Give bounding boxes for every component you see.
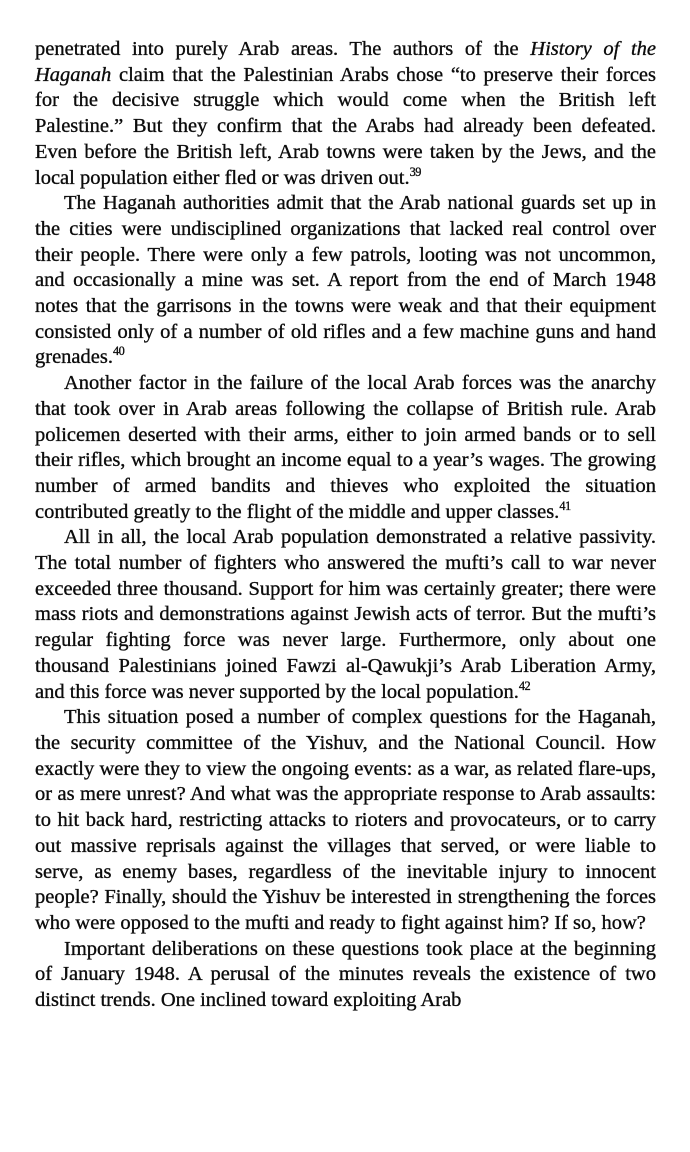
text-run: Important deliberations on these questions took place at the beginning of January 1948. A perusal of the minutes reveals the existence of two distinct trends. One inclined toward exploiting Arab: [35, 937, 656, 1012]
paragraph: [35, 525, 656, 705]
paragraph: [35, 937, 656, 1014]
paragraph: [35, 37, 656, 191]
paragraph: [35, 371, 656, 525]
paragraph: [35, 191, 656, 371]
body-text: [35, 37, 656, 1014]
footnote-ref: 42: [518, 678, 531, 693]
footnote-ref: 41: [559, 498, 571, 513]
text-run: The Haganah authorities admit that the Arab national guards set up in the cities were undisciplined organizations that lacked real control over their people. There were only a few patrols, looting was not uncommon, and occasionally a mine was set. A report from the end of March 1948 notes that the garrisons in the towns were weak and that their equipment consisted only of a number of old rifles and a few machine guns and hand grenades.: [35, 192, 656, 369]
footnote-ref: 40: [112, 344, 125, 359]
book-title-italic: History of the Haganah: [35, 38, 656, 86]
text-run: claim that the Palestinian Arabs chose “to preserve their forces for the decisive struggle which would come when the British left Palestine.” But they confirm that the Arabs had already been defeated. Even before the British left, Arab towns were taken by the Jews, and the local population either fled or was driven out.: [35, 63, 656, 189]
text-run: All in all, the local Arab population demonstrated a relative passivity. The total number of fighters who answered the mufti’s call to war never exceeded three thousand. Support for him was certainly greater; there were mass riots and demonstrations against Jewish acts of terror. But the mufti’s regular fighting force was never large. Furthermore, only about one thousand Palestinians joined Fawzi al-Qawukji’s Arab Liberation Army, and this force was never supported by the local population.: [35, 526, 656, 703]
text-run: penetrated into purely Arab areas. The authors of the: [35, 38, 531, 60]
text-run: This situation posed a number of complex questions for the Haganah, the security committee of the Yishuv, and the National Council. How exactly were they to view the ongoing events: as a war, as related flare-ups, or as mere unrest? And what was the appropriate response to Arab assaults: to hit back hard, restricting attacks to rioters and provocateurs, or to carry out massive reprisals against the villages that served, or were liable to serve, as enemy bases, regardless of the inevitable injury to innocent people? Finally, should the Yishuv be interested in strengthening the forces who were opposed to the mufti and ready to fight against him? If so, how?: [35, 706, 656, 934]
text-run: Another factor in the failure of the local Arab forces was the anarchy that took over in Arab areas following the collapse of British rule. Arab policemen deserted with their arms, either to join armed bands or to sell their rifles, which brought an income equal to a year’s wages. The growing number of armed bandits and thieves who exploited the situation contributed greatly to the flight of the middle and upper classes.: [35, 372, 656, 523]
footnote-ref: 39: [409, 164, 421, 179]
paragraph: [35, 705, 656, 936]
